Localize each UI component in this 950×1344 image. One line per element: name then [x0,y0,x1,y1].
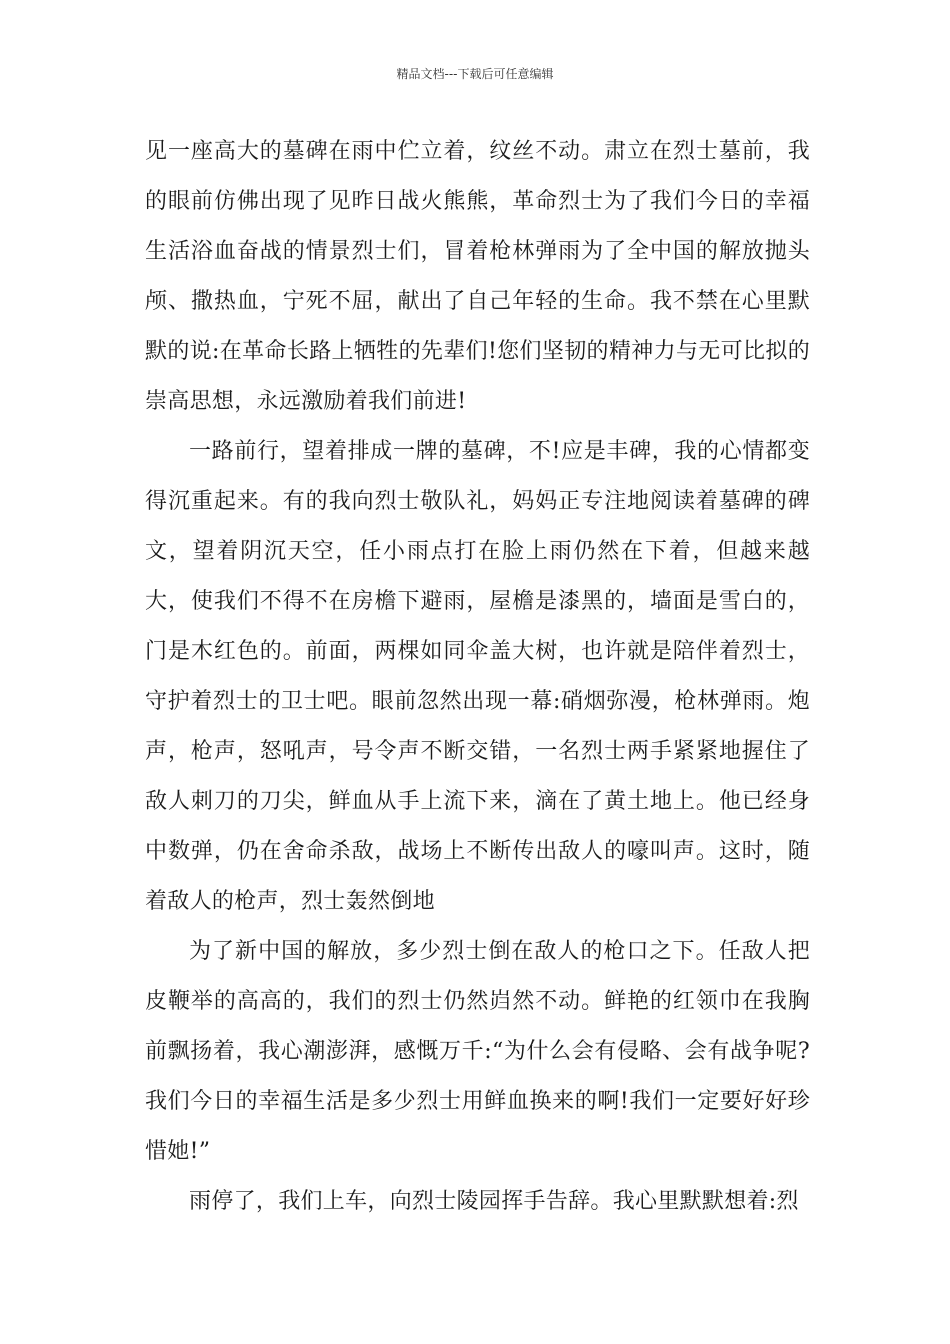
document-body [145,127,810,1227]
paragraph-4: 雨停了，我们上车，向烈士陵园挥手告辞。我心里默默想着:烈 [189,1189,799,1214]
paragraph-1: 见一座高大的墓碑在雨中伫立着，纹丝不动。肃立在烈士墓前，我的眼前仿佛出现了见昨日战火熊熊，革命烈士为了我们今日的幸福生活浴血奋战的情景烈士们，冒着枪林弹雨为了全中国的解放抛头颅、撒热血，宁死不屈，献出了自己年轻的生命。我不禁在心里默默的说:在革命长路上牺牲的先辈们!您们坚韧的精神力与无可比拟的崇高思想，永远激励着我们前进! [145,139,810,414]
page-header: 精品文档---下载后可任意编辑 [396,67,554,81]
paragraph-2: 一路前行，望着排成一牌的墓碑，不!应是丰碑，我的心情都变得沉重起来。有的我向烈士敬队礼，妈妈正专注地阅读着墓碑的碑文，望着阴沉天空，任小雨点打在脸上雨仍然在下着，但越来越大，使我们不得不在房檐下避雨，屋檐是漆黑的，墙面是雪白的，门是木红色的。前面，两棵如同伞盖大树，也许就是陪伴着烈士，守护着烈士的卫士吧。眼前忽然出现一幕:硝烟弥漫，枪林弹雨。炮声，枪声，怒吼声，号令声不断交错，一名烈士两手紧紧地握住了敌人刺刀的刀尖，鲜血从手上流下来，滴在了黄土地上。他已经身中数弹，仍在舍命杀敌，战场上不断传出敌人的嚎叫声。这时，随着敌人的枪声，烈士轰然倒地 [145,439,810,914]
paragraph-3: 为了新中国的解放，多少烈士倒在敌人的枪口之下。任敌人把皮鞭举的高高的，我们的烈士仍然岿然不动。鲜艳的红领巾在我胸前飘扬着，我心潮澎湃，感慨万千:“为什么会有侵略、会有战争呢?我们今日的幸福生活是多少烈士用鲜血换来的啊!我们一定要好好珍惜她!” [145,939,810,1164]
